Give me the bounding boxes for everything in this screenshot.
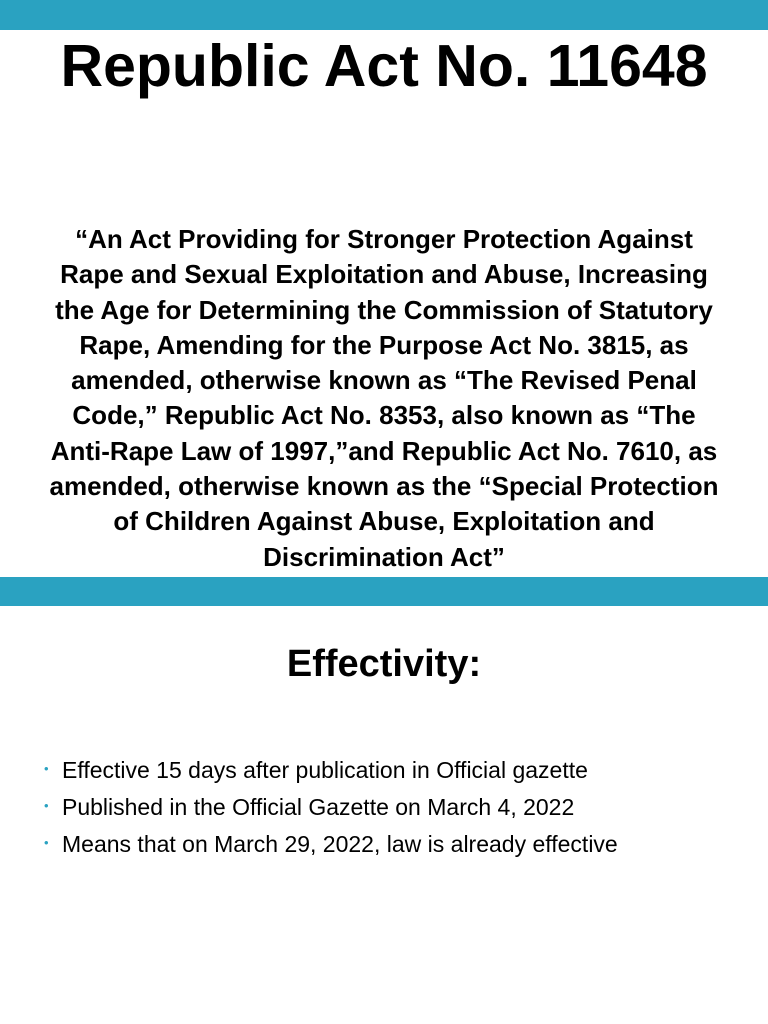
slide-2: [0, 577, 768, 1024]
bullet-item: [44, 826, 744, 863]
bullet-dot-icon: •: [44, 835, 49, 850]
bullet-text: Published in the Official Gazette on March 4, 2022: [62, 794, 575, 820]
slide-1-title: Republic Act No. 11648: [60, 33, 708, 99]
slide-2-title: Effectivity:: [286, 643, 482, 685]
bullet-dot-icon: •: [44, 761, 49, 776]
bullet-text: Effective 15 days after publication in Official gazette: [62, 757, 588, 783]
slide-2-accent-bar: [0, 577, 768, 606]
bullet-text: Means that on March 29, 2022, law is already effective: [62, 831, 618, 857]
slide-1-accent-bar: [0, 0, 768, 30]
bullet-item: [44, 789, 744, 826]
effectivity-bullet-list: [44, 752, 744, 863]
act-full-title: “An Act Providing for Stronger Protection Against Rape and Sexual Exploitation and Abuse, Increasing the Age for Determining the Commission of Statutory Rape, Amending for the Purpose Act No. 3815, as amended, otherwise known as “The Revised Penal Code,” Republic Act No. 8353, also known as “The Anti-Rape Law of 1997,”and Republic Act No. 7610, as amended, otherwise known as the “Special Protection of Children Against Abuse, Exploitation and Discrimination Act”: [49, 224, 719, 572]
bullet-item: [44, 752, 744, 789]
bullet-dot-icon: •: [44, 798, 49, 813]
